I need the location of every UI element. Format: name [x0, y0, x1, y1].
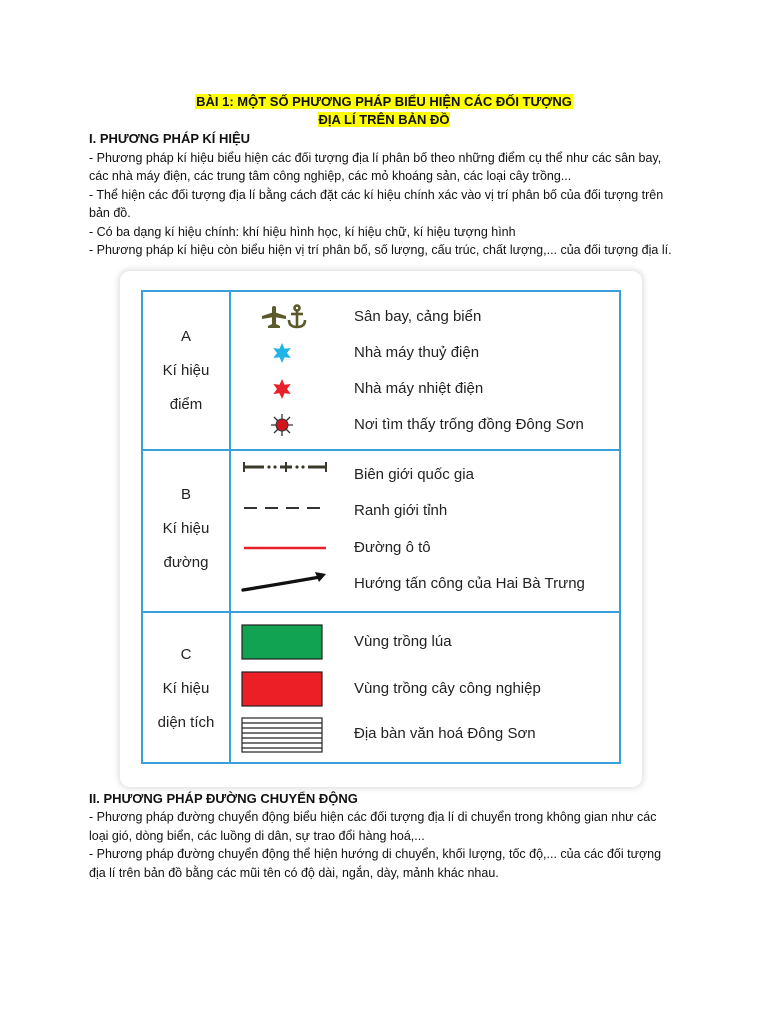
group-a-letter: A — [180, 328, 191, 345]
section1-line: các nhà máy điện, các trung tâm công nghiệp, các mỏ khoáng sản, các loại cây trồng... — [89, 169, 572, 183]
legend-item-label: Ranh giới tỉnh — [354, 502, 448, 519]
group-b-label: Kí hiệu — [162, 520, 210, 537]
section1-heading: I. PHƯƠNG PHÁP KÍ HIỆU — [89, 131, 251, 146]
airplane-anchor-icon — [258, 303, 310, 331]
legend-divider-horizontal — [141, 611, 621, 613]
legend-item-label: Biên giới quốc gia — [354, 466, 474, 483]
province-border-dashed-icon — [242, 504, 328, 512]
legend-item-label: Nơi tìm thấy trống đồng Đông Sơn — [354, 416, 584, 433]
section1-line: - Thể hiện các đối tượng địa lí bằng cách đặt các kí hiệu chính xác vào vị trí phân bố của đối tượng trên — [89, 188, 664, 202]
group-a-label: Kí hiệu — [162, 362, 210, 379]
national-border-line-icon — [242, 460, 328, 474]
blue-star-icon — [271, 342, 293, 364]
group-b-label: đường — [163, 554, 209, 571]
section2-line: - Phương pháp đường chuyển động biểu hiện các đối tượng địa lí di chuyển trong không gian như các — [89, 810, 657, 824]
legend-divider-vertical — [229, 290, 231, 764]
legend-divider-horizontal — [141, 449, 621, 451]
lesson-title-line1: BÀI 1: MỘT SỐ PHƯƠNG PHÁP BIỂU HIỆN CÁC ĐỐI TƯỢNG — [196, 94, 572, 109]
group-c-label: Kí hiệu — [162, 680, 210, 697]
legend-item-label: Đường ô tô — [354, 539, 431, 556]
legend-item-label: Vùng trồng lúa — [354, 633, 452, 650]
section2-line: loại gió, dòng biển, các luồng di dân, sự trao đổi hàng hoá,... — [89, 829, 425, 843]
section1-line: - Có ba dạng kí hiệu chính: khí hiệu hình học, kí hiệu chữ, kí hiệu tượng hình — [89, 225, 516, 239]
legend-item-label: Sân bay, cảng biển — [354, 308, 482, 325]
section2-line: địa lí trên bản đồ bằng các mũi tên có độ dài, ngắn, dày, mảnh khác nhau. — [89, 866, 499, 880]
green-area-icon — [241, 624, 323, 660]
drum-icon — [270, 413, 294, 437]
section1-line: - Phương pháp kí hiệu còn biểu hiện vị trí phân bố, số lượng, cấu trúc, chất lượng,... của đối tượng địa lí. — [89, 243, 672, 257]
red-star-icon — [271, 378, 293, 400]
section2-line: - Phương pháp đường chuyển động thể hiện hướng di chuyển, khối lượng, tốc độ,... của các đối tượng — [89, 847, 662, 861]
group-a-label: điểm — [169, 396, 203, 413]
legend-item-label: Địa bàn văn hoá Đông Sơn — [354, 725, 536, 742]
red-area-icon — [241, 671, 323, 707]
attack-arrow-icon — [240, 570, 330, 598]
legend-item-label: Nhà máy nhiệt điện — [354, 380, 484, 397]
group-c-letter: C — [180, 646, 192, 663]
road-line-icon — [242, 544, 328, 552]
group-b-letter: B — [180, 486, 191, 503]
striped-area-icon — [241, 717, 323, 753]
lesson-title-line2: ĐỊA LÍ TRÊN BẢN ĐỒ — [318, 112, 450, 127]
legend-item-label: Vùng trồng cây công nghiệp — [354, 680, 541, 697]
legend-item-label: Hướng tấn công của Hai Bà Trưng — [354, 575, 585, 592]
section1-line: bản đồ. — [89, 206, 131, 220]
group-c-label: diện tích — [157, 714, 215, 731]
section2-heading: II. PHƯƠNG PHÁP ĐƯỜNG CHUYỂN ĐỘNG — [89, 791, 358, 806]
section1-line: - Phương pháp kí hiệu biểu hiện các đối tượng địa lí phân bố theo những điểm cụ thể như các sân bay, — [89, 151, 662, 165]
legend-item-label: Nhà máy thuỷ điện — [354, 344, 480, 361]
